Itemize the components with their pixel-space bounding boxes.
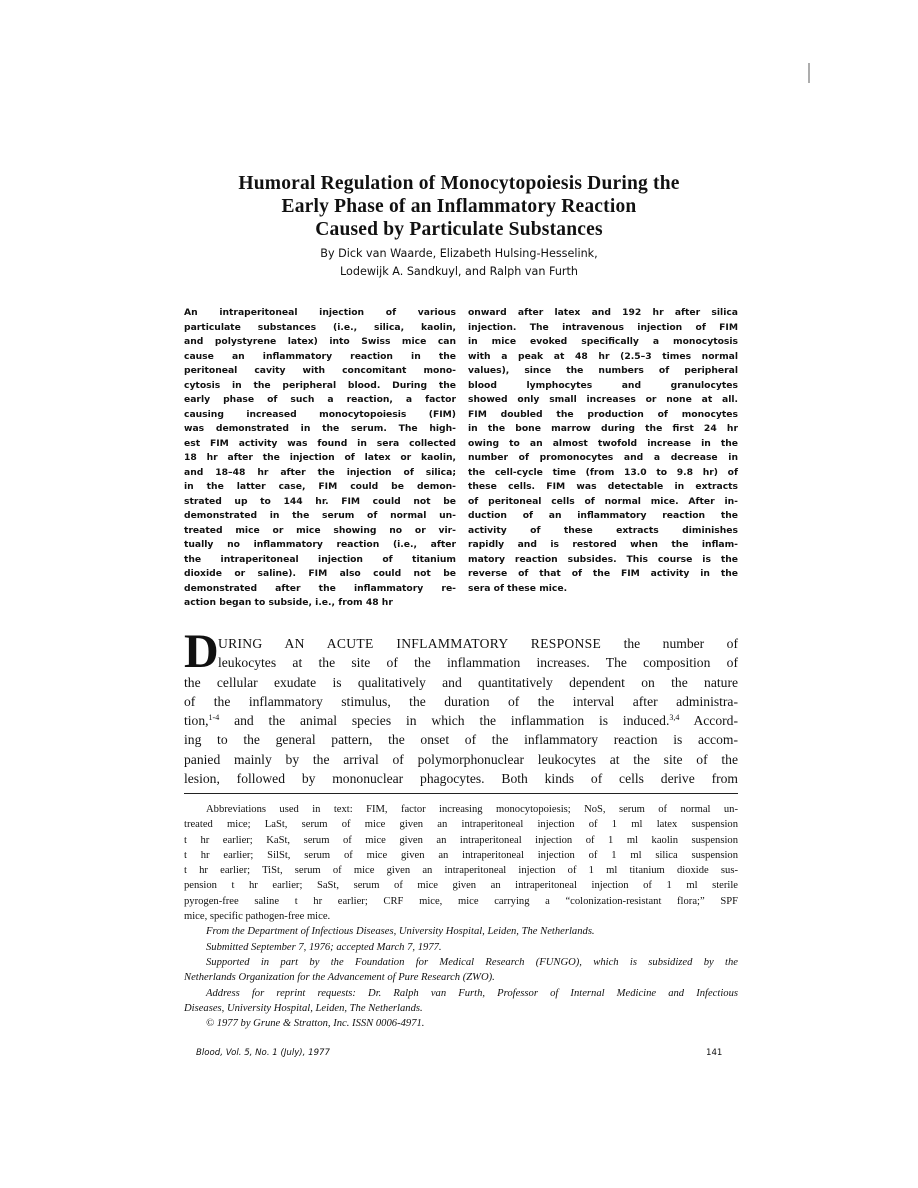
abbreviation-line: treated mice; LaSt, serum of mice given an intraperitoneal injection of 1 ml latex suspension bbox=[184, 819, 738, 831]
body-line: panied mainly by the arrival of polymorphonuclear leukocytes at the site of the bbox=[184, 751, 738, 767]
affiliation-note: From the Department of Infectious Diseases, University Hospital, Leiden, The Netherlands. bbox=[206, 926, 595, 938]
abbreviation-line: t hr earlier; KaSt, serum of mice given an intraperitoneal injection of 1 ml kaolin suspension bbox=[184, 834, 738, 846]
body-line bbox=[184, 711, 738, 730]
title-line: Humoral Regulation of Monocytopoiesis During the bbox=[238, 173, 680, 194]
title-line: Caused by Particulate Substances bbox=[315, 219, 603, 240]
abbreviation-line: pyrogen-free saline t hr earlier; CRF mice, mice carrying a “colonization-resistant flora;” SPF bbox=[184, 895, 738, 907]
abbreviation-line: Abbreviations used in text: FIM, factor increasing monocytopoiesis; NoS, serum of normal un- bbox=[206, 804, 738, 815]
abstract-line: peritoneal cavity with concomitant mono- bbox=[184, 365, 456, 376]
submission-dates: Submitted September 7, 1976; accepted March 7, 1977. bbox=[206, 941, 442, 953]
abstract-line: matory reaction subsides. This course is the bbox=[468, 553, 738, 565]
author-line: By Dick van Waarde, Elizabeth Hulsing-Hesselink, bbox=[320, 247, 598, 260]
body-line-text: Accord- bbox=[679, 713, 738, 729]
body-line-text: and the animal species in which the inflammation is induced. bbox=[219, 713, 670, 729]
footnote-divider bbox=[184, 793, 738, 794]
abbreviation-line: pension t hr earlier; SaSt, serum of mice given an intraperitoneal injection of 1 ml sterile bbox=[184, 880, 738, 892]
abstract-line: injection. The intravenous injection of FIM bbox=[468, 321, 738, 333]
body-line: the cellular exudate is qualitatively and quantitatively dependent on the nature bbox=[184, 674, 738, 690]
reprint-address-line: Address for reprint requests: Dr. Ralph van Furth, Professor of Internal Medicine and Infectious bbox=[206, 987, 738, 999]
abstract-left-column bbox=[184, 306, 456, 611]
abstract-line: values), since the numbers of peripheral bbox=[468, 365, 738, 376]
abstract-line: blood lymphocytes and granulocytes bbox=[468, 379, 738, 391]
abstract-line: An intraperitoneal injection of various bbox=[184, 307, 456, 318]
abstract-line: reverse of that of the FIM activity in the bbox=[468, 568, 738, 579]
abbreviation-line: t hr earlier; SilSt, serum of mice given an intraperitoneal injection of 1 ml silica suspension bbox=[184, 849, 738, 861]
author-list bbox=[150, 245, 768, 280]
abstract-line: treated mice or mice showing no or vir- bbox=[184, 524, 456, 536]
abstract-line: these cells. FIM was detectable in extracts bbox=[468, 481, 738, 492]
body-line-text: tion, bbox=[184, 713, 209, 729]
abstract-line: dioxide or saline). FIM also could not be bbox=[184, 568, 456, 579]
scan-artifact-mark bbox=[808, 63, 810, 83]
body-line: ing to the general pattern, the onset of the inflammatory reaction is accom- bbox=[184, 732, 738, 748]
abstract-line: and polystyrene latex) into Swiss mice can bbox=[184, 336, 456, 347]
abstract-line: sera of these mice. bbox=[468, 582, 568, 594]
abstract-line: tually no inflammatory reaction (i.e., after bbox=[184, 539, 456, 550]
abbreviation-line: t hr earlier; TiSt, serum of mice given an intraperitoneal injection of 1 ml titanium dioxide sus- bbox=[184, 865, 738, 877]
abstract-line: duction of an inflammatory reaction the bbox=[468, 510, 738, 521]
abstract-line: cause an inflammatory reaction in the bbox=[184, 350, 456, 362]
reprint-address-line: Diseases, University Hospital, Leiden, The Netherlands. bbox=[184, 1002, 423, 1014]
abstract-line: demonstrated after the inflammatory re- bbox=[184, 582, 456, 594]
article-title bbox=[150, 172, 768, 241]
abstract-line: activity of these extracts diminishes bbox=[468, 524, 738, 536]
copyright-notice: © 1977 by Grune & Stratton, Inc. ISSN 0006-4971. bbox=[206, 1018, 425, 1030]
abstract-line: the cell-cycle time (from 13.0 to 9.8 hr) of bbox=[468, 466, 738, 478]
author-line: Lodewijk A. Sandkuyl, and Ralph van Furth bbox=[339, 264, 578, 278]
body-line: lesion, followed by mononuclear phagocytes. Both kinds of cells derive from bbox=[184, 771, 738, 787]
abstract-line: causing increased monocytopoiesis (FIM) bbox=[184, 408, 456, 420]
abstract-line: in the latter case, FIM could be demon- bbox=[184, 481, 456, 492]
abstract-line: of peritoneal cells of normal mice. After in- bbox=[468, 495, 738, 507]
abstract-line: rapidly and is restored when the inflam- bbox=[468, 539, 738, 550]
body-line: leukocytes at the site of the inflammation increases. The composition of bbox=[218, 655, 738, 671]
page-number: 141 bbox=[706, 1048, 723, 1058]
abbreviation-line: mice, specific pathogen-free mice. bbox=[184, 911, 331, 923]
abstract-line: the intraperitoneal injection of titanium bbox=[184, 553, 456, 565]
abstract-line: in mice evoked specifically a monocytosis bbox=[468, 336, 738, 347]
abstract-line: particulate substances (i.e., silica, kaolin, bbox=[184, 321, 456, 333]
abstract-line: and 18–48 hr after the injection of silica; bbox=[184, 466, 456, 478]
citation-ref: 3,4 bbox=[669, 713, 680, 723]
abstract-right-column bbox=[468, 306, 738, 596]
abstract-line: in the bone marrow during the first 24 hr bbox=[468, 423, 738, 434]
body-line: of the inflammatory stimulus, the duration of the interval after administra- bbox=[184, 693, 738, 709]
support-note-line: Netherlands Organization for the Advancement of Pure Research (ZWO). bbox=[184, 972, 495, 984]
abstract-line: strated up to 144 hr. FIM could not be bbox=[184, 495, 456, 507]
abstract-line: FIM doubled the production of monocytes bbox=[468, 408, 738, 420]
abstract-line: early phase of such a reaction, a factor bbox=[184, 394, 456, 405]
abstract-line: action began to subside, i.e., from 48 hr bbox=[184, 597, 393, 608]
abstract-line: est FIM activity was found in sera collected bbox=[184, 437, 456, 449]
title-line: Early Phase of an Inflammatory Reaction bbox=[281, 196, 637, 217]
abstract-line: was demonstrated in the serum. The high- bbox=[184, 423, 456, 434]
journal-citation: Blood, Vol. 5, No. 1 (July), 1977 bbox=[196, 1048, 330, 1058]
abstract-line: cytosis in the peripheral blood. During the bbox=[184, 379, 456, 391]
body-line bbox=[184, 634, 738, 653]
abstract-line: number of promonocytes and a decrease in bbox=[468, 452, 738, 463]
abstract-line: showed only small increases or none at all. bbox=[468, 394, 738, 405]
body-text bbox=[184, 625, 738, 788]
abstract-line: owing to an almost twofold increase in the bbox=[468, 437, 738, 449]
citation-ref: 1-4 bbox=[208, 713, 220, 723]
body-line-text: the number of bbox=[623, 636, 738, 651]
abstract-line: onward after latex and 192 hr after silica bbox=[468, 307, 738, 318]
abstract-line: with a peak at 48 hr (2.5–3 times normal bbox=[468, 350, 738, 362]
drop-cap: D bbox=[184, 625, 219, 678]
abstract-line: 18 hr after the injection of latex or kaolin, bbox=[184, 452, 456, 463]
lead-in-caps: URING AN ACUTE INFLAMMATORY RESPONSE bbox=[218, 636, 602, 651]
abstract-line: demonstrated in the serum of normal un- bbox=[184, 510, 456, 521]
footnotes bbox=[184, 802, 738, 1031]
support-note-line: Supported in part by the Foundation for Medical Research (FUNGO), which is subsidized by the bbox=[206, 956, 738, 968]
